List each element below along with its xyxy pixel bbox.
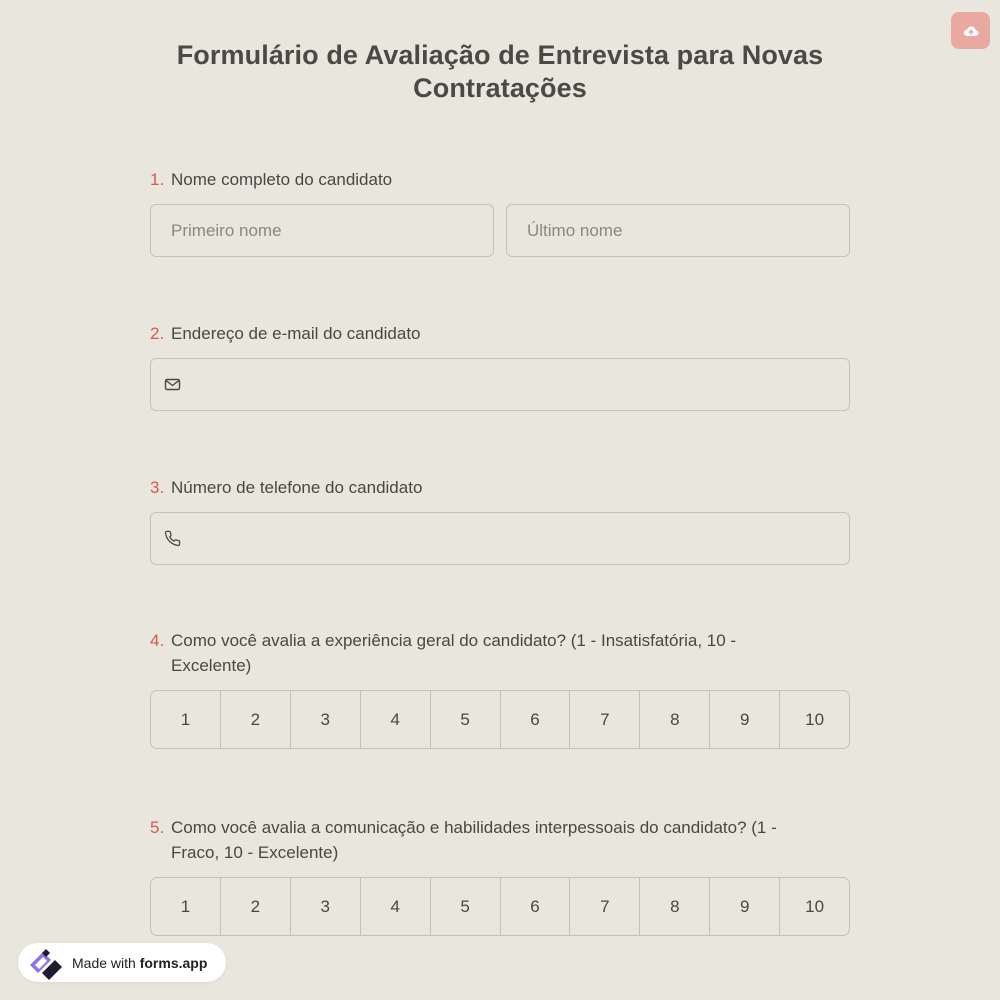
question-number: 1. <box>150 170 165 189</box>
rating-option[interactable]: 10 <box>805 709 825 729</box>
rating-option[interactable]: 8 <box>640 878 710 935</box>
question-number: 2. <box>150 324 165 343</box>
question-label <box>150 167 850 192</box>
rating-option[interactable]: 1 <box>151 878 221 935</box>
forms-app-logo-icon <box>27 946 65 980</box>
phone-icon <box>164 530 181 547</box>
question-text: Endereço de e-mail do candidato <box>171 324 421 343</box>
email-field-wrapper <box>150 358 850 411</box>
question-email <box>150 321 850 411</box>
save-cloud-button[interactable] <box>951 12 990 49</box>
email-field[interactable] <box>150 358 850 411</box>
question-phone <box>150 475 850 565</box>
question-text: Como você avalia a experiência geral do candidato? (1 - Insatisfatória, 10 - Excelente) <box>171 631 737 675</box>
mail-icon <box>164 376 181 393</box>
name-fields-row <box>150 204 850 257</box>
made-with-badge[interactable] <box>18 943 226 982</box>
badge-prefix: Made with <box>72 954 136 971</box>
question-full-name <box>150 167 850 257</box>
question-text: Número de telefone do candidato <box>171 478 423 497</box>
rating-scale <box>150 690 850 749</box>
question-number: 5. <box>150 818 165 837</box>
rating-scale <box>150 877 850 936</box>
question-overall-experience <box>150 628 850 749</box>
rating-option[interactable]: 4 <box>361 691 431 748</box>
question-label <box>150 815 850 865</box>
rating-option[interactable]: 5 <box>431 878 501 935</box>
rating-option[interactable]: 10 <box>805 896 825 916</box>
phone-field-wrapper <box>150 512 850 565</box>
rating-option[interactable]: 5 <box>431 691 501 748</box>
rating-option[interactable]: 9 <box>710 878 780 935</box>
rating-option[interactable]: 4 <box>361 878 431 935</box>
rating-option[interactable]: 8 <box>640 691 710 748</box>
question-label <box>150 475 850 500</box>
rating-option[interactable]: 3 <box>291 691 361 748</box>
rating-option[interactable]: 9 <box>710 691 780 748</box>
question-text: Nome completo do candidato <box>171 170 393 189</box>
question-label <box>150 628 850 678</box>
rating-option[interactable]: 1 <box>151 691 221 748</box>
cloud-upload-icon <box>963 25 979 37</box>
rating-option[interactable]: 6 <box>501 878 571 935</box>
rating-option[interactable]: 3 <box>291 878 361 935</box>
badge-brand: forms.app <box>139 954 208 971</box>
rating-option[interactable]: 6 <box>501 691 571 748</box>
rating-option[interactable]: 7 <box>570 691 640 748</box>
question-label <box>150 321 850 346</box>
form-title: Formulário de Avaliação de Entrevista para Novas Contratações <box>176 40 824 103</box>
badge-text <box>72 955 207 971</box>
rating-option[interactable]: 2 <box>221 691 291 748</box>
rating-option[interactable]: 7 <box>570 878 640 935</box>
rating-option[interactable]: 2 <box>221 878 291 935</box>
first-name-input[interactable] <box>150 204 494 257</box>
last-name-input[interactable] <box>506 204 850 257</box>
question-text: Como você avalia a comunicação e habilidades interpessoais do candidato? (1 - Fraco, 10 - Excelente) <box>171 818 777 862</box>
question-number: 3. <box>150 478 165 497</box>
question-communication <box>150 815 850 936</box>
question-number: 4. <box>150 631 165 650</box>
phone-field[interactable] <box>150 512 850 565</box>
